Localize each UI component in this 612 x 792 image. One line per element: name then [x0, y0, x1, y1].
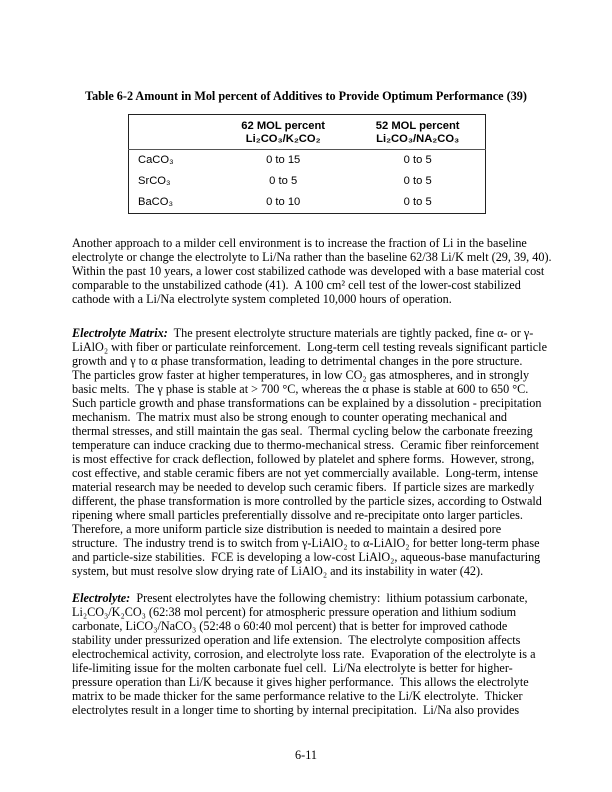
line-text: life-limiting issue for the molten carbonate fuel cell. Li/Na electrolyte is better for higher- [72, 661, 513, 675]
table-row [129, 171, 486, 192]
table-title: Table 6-2 Amount in Mol percent of Additives to Provide Optimum Performance (39) [85, 89, 527, 103]
text-line [72, 494, 552, 508]
table-row [129, 192, 486, 214]
table-cell: 0 to 10 [266, 196, 301, 208]
line-text: ripening where small particles preferentially dissolve and re-precipitate onto larger particles. [72, 508, 523, 522]
text-line [72, 647, 552, 661]
table-cell: 0 to 5 [403, 154, 432, 166]
body-paragraph [72, 591, 552, 717]
line-text: Such particle growth and phase transformations can be explained by a dissolution - precipitation [72, 396, 542, 410]
text-line [72, 250, 552, 264]
header-line: Li₂CO₃/K₂CO₂ [245, 133, 321, 145]
table-cell: 0 to 15 [266, 154, 301, 166]
text-line [72, 340, 552, 354]
line-text: Li₂CO₃/K₂CO₃ (62:38 mol percent) for atmospheric pressure operation and lithium sodium [72, 605, 517, 619]
text-line [72, 326, 552, 340]
text-line [72, 605, 552, 619]
line-text: The present electrolyte structure materials are tightly packed, fine α- or γ- [167, 326, 534, 340]
text-line [72, 591, 552, 605]
header-cell-2 [350, 115, 485, 150]
line-text: basic melts. The γ phase is stable at > 700 °C, whereas the α phase is stable at 600 to 650 °C. [72, 382, 529, 396]
section-lead: Electrolyte: [72, 591, 131, 605]
text-line [72, 689, 552, 703]
text-line [72, 410, 552, 424]
text-line [72, 292, 552, 306]
text-line [72, 424, 552, 438]
table-cell: 0 to 5 [269, 175, 298, 187]
row-label: SrCO₃ [138, 175, 171, 187]
text-line [72, 466, 552, 480]
text-line [72, 536, 552, 550]
line-text: and particle-size stabilities. FCE is developing a low-cost LiAlO₂, aqueous-base manufacturing [72, 550, 541, 564]
line-text: Present electrolytes have the following chemistry: lithium potassium carbonate, [130, 591, 528, 605]
line-text: electrochemical activity, corrosion, and electrolyte loss rate. Evaporation of the electrolyte is a [72, 647, 536, 661]
table-cell: 0 to 5 [403, 196, 432, 208]
text-line [72, 675, 552, 689]
row-label: CaCO₃ [138, 154, 174, 166]
header-line: Li₂CO₃/NA₂CO₃ [376, 133, 460, 145]
line-text: is most effective for crack deflection, followed by platelet and sphere forms. However, strong, [72, 452, 535, 466]
text-line [72, 382, 552, 396]
text-line [72, 368, 552, 382]
text-line [72, 633, 552, 647]
page-number: 6-11 [295, 748, 317, 762]
line-text: cathode with a Li/Na electrolyte system completed 10,000 hours of operation. [72, 292, 452, 306]
text-line [72, 522, 552, 536]
line-text: The particles grow faster at higher temperatures, in low CO₂ gas atmospheres, and in strongly [72, 368, 530, 382]
text-line [72, 236, 552, 250]
line-text: material research may be needed to develop such ceramic fibers. If particle sizes are markedly [72, 480, 535, 494]
body-paragraph [72, 236, 552, 306]
line-text: different, the phase transformation is more controlled by the particle sizes, according to Ostwald [72, 494, 542, 508]
line-text: structure. The industry trend is to switch from γ-LiAlO₂ to α-LiAlO₂ for better long-term phase [72, 536, 540, 550]
line-text: comparable to the unstabilized cathode (41). A 100 cm² cell test of the lower-cost stabilized [72, 278, 521, 292]
text-line [72, 452, 552, 466]
section-lead: Electrolyte Matrix: [72, 326, 168, 340]
text-line [72, 438, 552, 452]
header-cell-0 [129, 115, 217, 150]
line-text: pressure operation than Li/K because it gives higher performance. This allows the electrolyte [72, 675, 529, 689]
text-line [72, 619, 552, 633]
text-line [72, 564, 552, 578]
header-line: 52 MOL percent [375, 120, 460, 132]
text-line [72, 278, 552, 292]
text-line [72, 264, 552, 278]
line-text: electrolytes result in a longer time to shorting by internal precipitation. Li/Na also provides [72, 703, 520, 717]
line-text: carbonate, LiCO₃/NaCO₃ (52:48 o 60:40 mol percent) that is better for improved cathode [72, 619, 508, 633]
line-text: system, but must resolve slow drying rate of LiAlO₂ and its instability in water (42). [72, 564, 484, 578]
text-line [72, 396, 552, 410]
row-label: BaCO₃ [138, 196, 174, 208]
text-line [72, 550, 552, 564]
table-row [129, 150, 486, 172]
table-header-row [129, 115, 486, 150]
table-cell: 0 to 5 [403, 175, 432, 187]
additives-table [128, 114, 486, 214]
line-text: matrix to be made thicker for the same performance relative to the Li/K electrolyte. Thicker [72, 689, 523, 703]
line-text: LiAlO₂ with fiber or particulate reinforcement. Long-term cell testing reveals significant particle [72, 340, 547, 354]
line-text: electrolyte or change the electrolyte to Li/Na rather than the baseline 62/38 Li/K melt (29, 39, 40). [72, 250, 552, 264]
line-text: stability under pressurized operation and life extension. The electrolyte composition affects [72, 633, 521, 647]
header-cell-1 [216, 115, 350, 150]
line-text: mechanism. The matrix must also be strong enough to counter operating mechanical and [72, 410, 508, 424]
text-line [72, 703, 552, 717]
text-line [72, 661, 552, 675]
line-text: growth and γ to α phase transformation, leading to detrimental changes in the pore structure. [72, 354, 523, 368]
line-text: Therefore, a more uniform particle size distribution is needed to maintain a desired pore [72, 522, 502, 536]
text-line [72, 354, 552, 368]
line-text: Another approach to a milder cell environment is to increase the fraction of Li in the baseline [72, 236, 527, 250]
body-paragraph [72, 326, 552, 578]
line-text: cost effective, and stable ceramic fibers are not yet commercially available. Long-term, intense [72, 466, 539, 480]
line-text: thermal stresses, and still maintain the gas seal. Thermal cycling below the carbonate freezing [72, 424, 533, 438]
text-line [72, 508, 552, 522]
line-text: Within the past 10 years, a lower cost stabilized cathode was developed with a base material cost [72, 264, 545, 278]
text-line [72, 480, 552, 494]
header-line: 62 MOL percent [241, 120, 326, 132]
line-text: temperature can induce cracking due to thermo-mechanical stress. Ceramic fiber reinforcement [72, 438, 539, 452]
